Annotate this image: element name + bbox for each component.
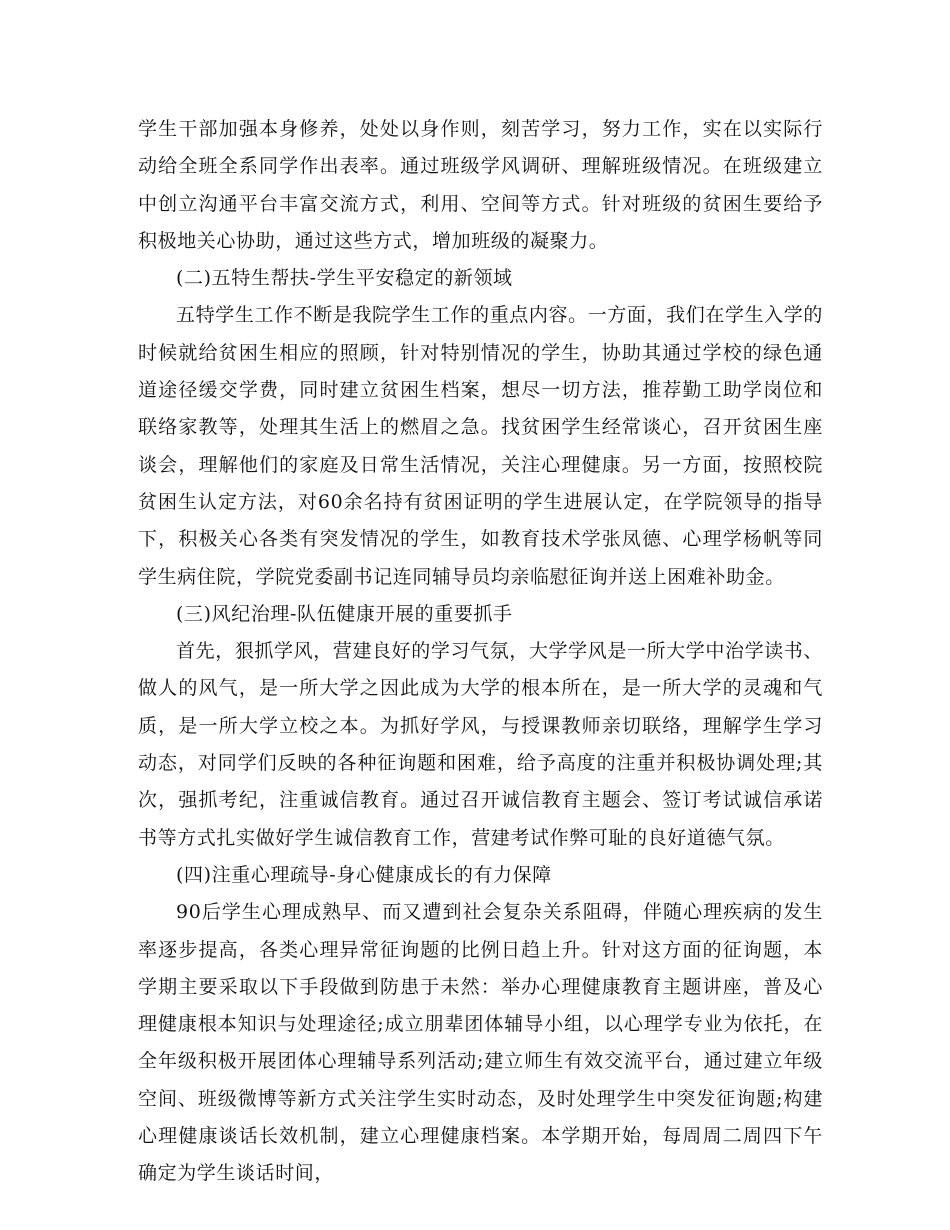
body-paragraph: 首先，狠抓学风，营建良好的学习气氛，大学学风是一所大学中治学读书、做人的风气，是一所大学之因此成为大学的根本所在，是一所大学的灵魂和气质，是一所大学立校之本。为抓好学风，与授课教师亲切联络，理解学生学习动态，对同学们反映的各种征询题和困难，给予高度的注重并积极协调处理;其次，强抓考纪，注重诚信教育。通过召开诚信教育主题会、签订考试诚信承诺书等方式扎实做好学生诚信教育工作，营建考试作弊可耻的良好道德气氛。 xyxy=(138,640,823,849)
section-heading: (四)注重心理疏导-身心健康成长的有力保障 xyxy=(176,863,552,886)
section-heading: (二)五特生帮扶-学生平安稳定的新领域 xyxy=(176,267,513,290)
body-paragraph: 五特学生工作不断是我院学生工作的重点内容。一方面，我们在学生入学的时候就给贫困生相应的照顾，针对特别情况的学生，协助其通过学校的绿色通道途径缓交学费，同时建立贫困生档案，想尽一切方法，推荐勤工助学岗位和联络家教等，处理其生活上的燃眉之急。找贫困学生经常谈心，召开贫困生座谈会，理解他们的家庭及日常生活情况，关注心理健康。另一方面，按照校院贫困生认定方法，对60余名持有贫困证明的学生进展认定，在学院领导的指导下，积极关心各类有突发情况的学生，如教育技术学张凤德、心理学杨帆等同学生病住院，学院党委副书记连同辅导员均亲临慰征询并送上困难补助金。 xyxy=(138,304,823,588)
body-paragraph: 90后学生心理成熟早、而又遭到社会复杂关系阻碍，伴随心理疾病的发生率逐步提高，各类心理异常征询题的比例日趋上升。针对这方面的征询题，本学期主要采取以下手段做到防患于未然：举办心理健康教育主题讲座，普及心理健康根本知识与处理途径;成立朋辈团体辅导小组，以心理学专业为依托，在全年级积极开展团体心理辅导系列活动;建立师生有效交流平台，通过建立年级空间、班级微博等新方式关注学生实时动态，及时处理学生中突发征询题;构建心理健康谈话长效机制，建立心理健康档案。本学期开始，每周周二周四下午确定为学生谈话时间， xyxy=(138,901,823,1185)
body-paragraph: 学生干部加强本身修养，处处以身作则，刻苦学习，努力工作，实在以实际行动给全班全系同学作出表率。通过班级学风调研、理解班级情况。在班级建立中创立沟通平台丰富交流方式，利用、空间等方式。针对班级的贫困生要给予积极地关心协助，通过这些方式，增加班级的凝聚力。 xyxy=(138,118,823,252)
section-heading: (三)风纪治理-队伍健康开展的重要抓手 xyxy=(176,602,513,625)
document-body xyxy=(138,111,823,1193)
